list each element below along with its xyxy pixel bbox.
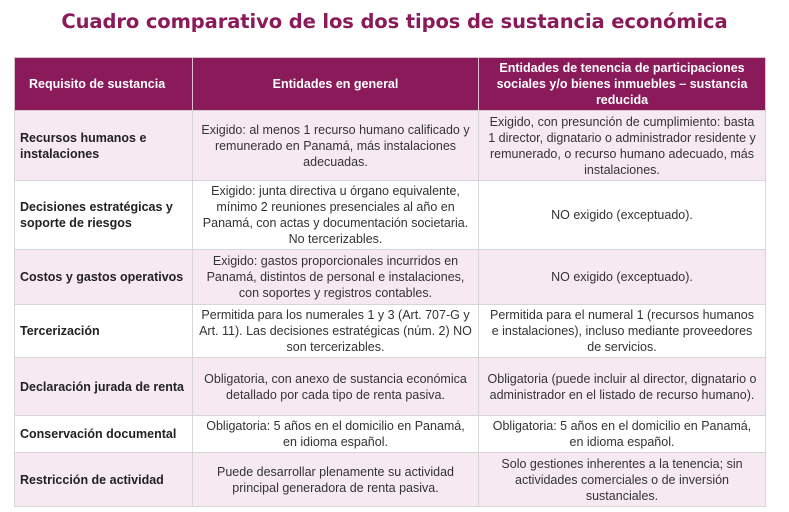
table-row xyxy=(15,250,766,305)
row-requisito: Restricción de actividad xyxy=(15,453,193,507)
header-entidades-general: Entidades en general xyxy=(193,58,479,111)
row-general: Exigido: junta directiva u órgano equivalente, mínimo 2 reuniones presenciales al año en Panamá, con actas y documentación societaria. No tercerizables. xyxy=(193,181,479,250)
row-reducida: Permitida para el numeral 1 (recursos humanos e instalaciones), incluso mediante proveedores de servicios. xyxy=(479,305,766,358)
row-requisito: Conservación documental xyxy=(15,416,193,453)
page-title: Cuadro comparativo de los dos tipos de sustancia económica xyxy=(61,10,728,33)
row-reducida: NO exigido (exceptuado). xyxy=(479,250,766,305)
row-general: Obligatoria: 5 años en el domicilio en Panamá, en idioma español. xyxy=(193,416,479,453)
table-row xyxy=(15,305,766,358)
row-reducida: Exigido, con presunción de cumplimiento: basta 1 director, dignatario o administrador residente y remunerado, o recurso humano adecuado, más instalaciones. xyxy=(479,111,766,181)
row-general: Puede desarrollar plenamente su actividad principal generadora de renta pasiva. xyxy=(193,453,479,507)
row-requisito: Decisiones estratégicas y soporte de riesgos xyxy=(15,181,193,250)
row-reducida: NO exigido (exceptuado). xyxy=(479,181,766,250)
table-row xyxy=(15,416,766,453)
table-row xyxy=(15,181,766,250)
table-row xyxy=(15,111,766,181)
row-general: Exigido: gastos proporcionales incurridos en Panamá, distintos de personal e instalaciones, con soportes y registros contables. xyxy=(193,250,479,305)
comparison-table xyxy=(14,57,766,507)
row-general: Obligatoria, con anexo de sustancia económica detallado por cada tipo de renta pasiva. xyxy=(193,358,479,416)
table-row xyxy=(15,453,766,507)
table-header-row xyxy=(15,58,766,111)
row-requisito: Recursos humanos e instalaciones xyxy=(15,111,193,181)
row-reducida: Obligatoria (puede incluir al director, dignatario o administrador en el listado de recurso humano). xyxy=(479,358,766,416)
row-requisito: Tercerización xyxy=(15,305,193,358)
row-requisito: Declaración jurada de renta xyxy=(15,358,193,416)
row-general: Exigido: al menos 1 recurso humano calificado y remunerado en Panamá, más instalaciones adecuadas. xyxy=(193,111,479,181)
table-row xyxy=(15,358,766,416)
row-reducida: Obligatoria: 5 años en el domicilio en Panamá, en idioma español. xyxy=(479,416,766,453)
row-reducida: Solo gestiones inherentes a la tenencia; sin actividades comerciales o de inversión sustanciales. xyxy=(479,453,766,507)
row-general: Permitida para los numerales 1 y 3 (Art. 707-G y Art. 11). Las decisiones estratégicas (núm. 2) NO son tercerizables. xyxy=(193,305,479,358)
header-requisito: Requisito de sustancia xyxy=(15,58,193,111)
header-entidades-tenencia: Entidades de tenencia de participaciones sociales y/o bienes inmuebles – sustancia reducida xyxy=(479,58,766,111)
row-requisito: Costos y gastos operativos xyxy=(15,250,193,305)
